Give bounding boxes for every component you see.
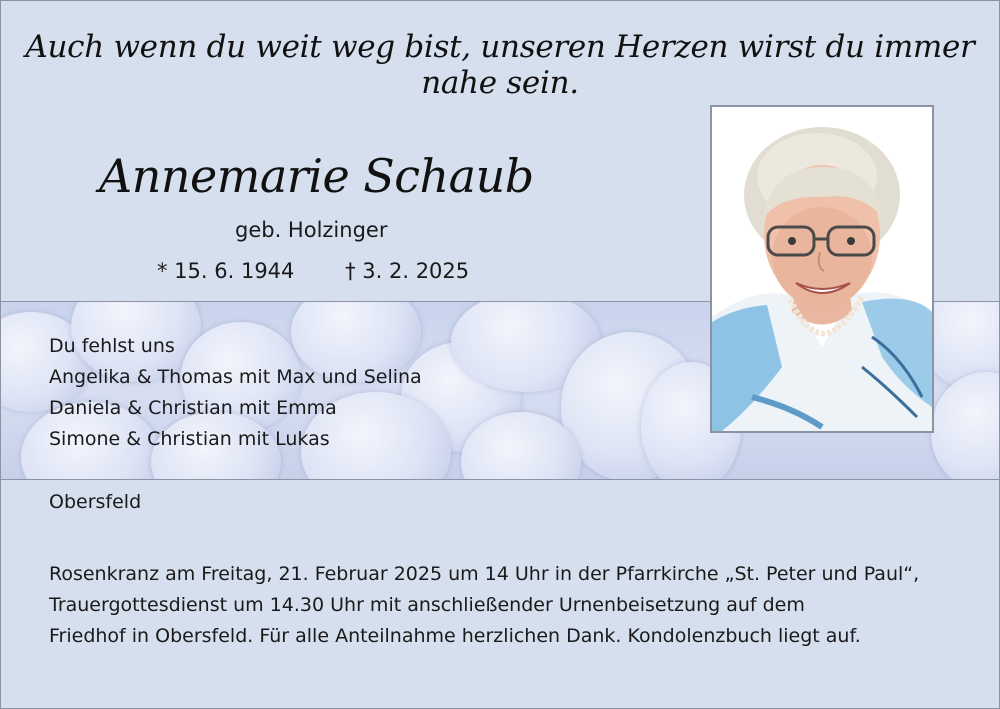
maiden-name: geb. Holzinger: [235, 218, 388, 242]
death-date: † 3. 2. 2025: [345, 259, 470, 283]
service-line: Rosenkranz am Freitag, 21. Februar 2025 um 14 Uhr in der Pfarrkirche „St. Peter und Paul“,: [49, 563, 920, 585]
service-line: Trauergottesdienst um 14.30 Uhr mit anschließender Urnenbeisetzung auf dem: [49, 594, 805, 616]
family-line: Angelika & Thomas mit Max und Selina: [49, 366, 422, 388]
hydrangea-petal: [931, 372, 999, 480]
portrait-illustration: [712, 107, 932, 431]
place-name: Obersfeld: [49, 491, 142, 513]
family-list: [49, 331, 422, 455]
life-dates: [157, 259, 469, 283]
memorial-quote: Auch wenn du weit weg bist, unseren Herzen wirst du immer nahe sein.: [25, 29, 975, 101]
service-line: Friedhof in Obersfeld. Für alle Anteilnahme herzlichen Dank. Kondolenzbuch liegt auf.: [49, 625, 861, 647]
family-line: Simone & Christian mit Lukas: [49, 428, 330, 450]
family-line: Daniela & Christian mit Emma: [49, 397, 337, 419]
portrait-photo: [710, 105, 934, 433]
birth-date: * 15. 6. 1944: [157, 259, 295, 283]
family-line: Du fehlst uns: [49, 335, 175, 357]
service-details: [49, 559, 919, 652]
deceased-name: Annemarie Schaub: [99, 149, 534, 203]
